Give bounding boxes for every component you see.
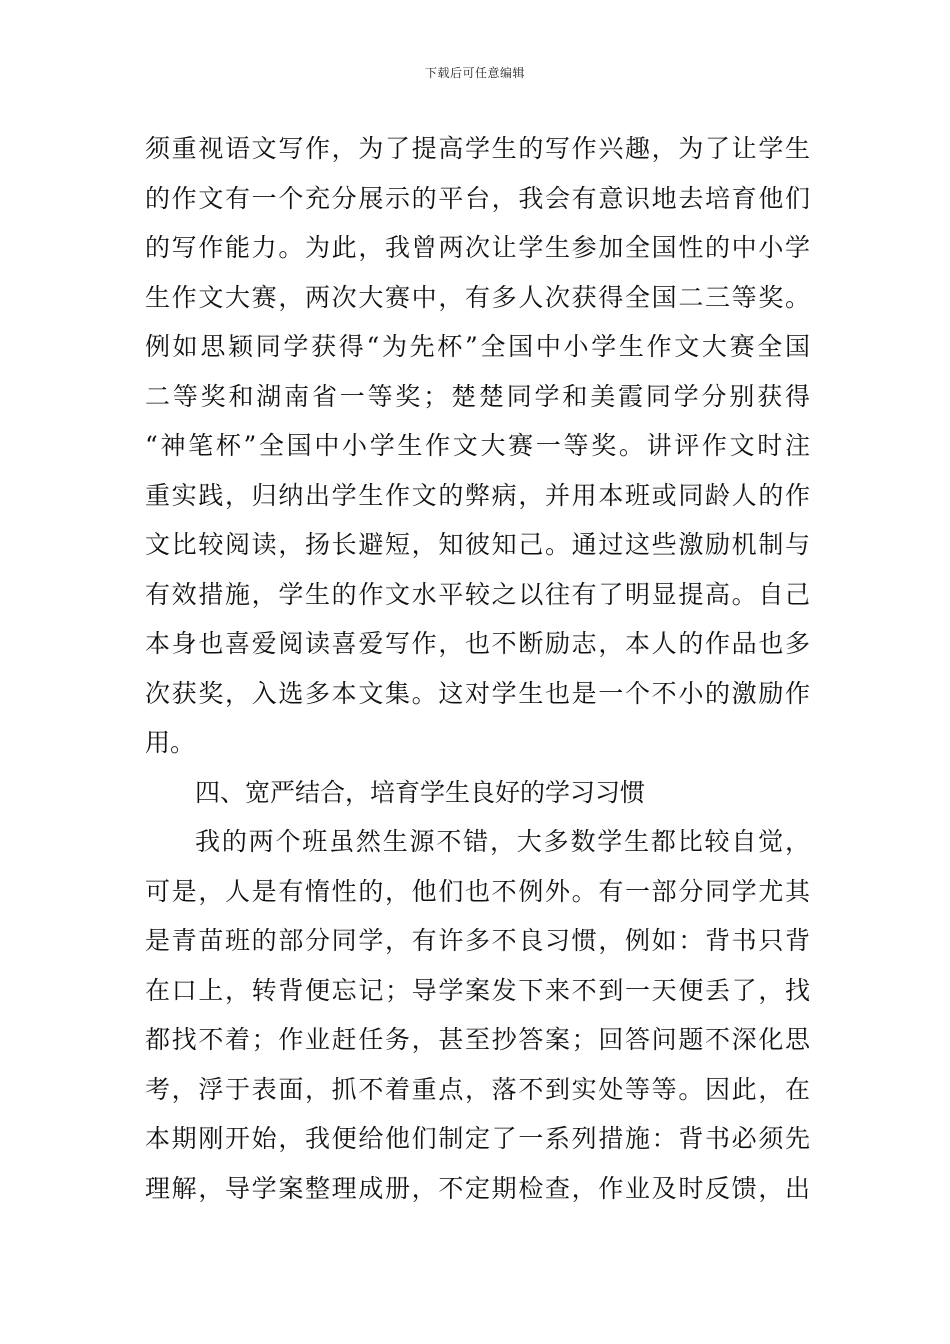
text-line: 重实践，归纳出学生作文的弊病，并用本班或同龄人的作 — [145, 480, 810, 510]
text-line: 都找不着；作业赶任务，甚至抄答案；回答问题不深化思 — [145, 1025, 810, 1054]
text-line: 考，浮于表面，抓不着重点，落不到实处等等。因此，在 — [145, 1074, 810, 1104]
page-header: 下载后可任意编辑 — [424, 66, 525, 80]
text-line: “神笔杯”全国中小学生作文大赛一等奖。讲评作文时注 — [145, 431, 810, 460]
text-line: 用。 — [145, 728, 196, 757]
text-line: 生作文大赛，两次大赛中，有多人次获得全国二三等奖。 — [145, 282, 810, 312]
text-line: 二等奖和湖南省一等奖；楚楚同学和美霞同学分别获得 — [145, 381, 810, 411]
text-line: 在口上，转背便忘记；导学案发下来不到一天便丢了，找 — [145, 975, 810, 1005]
text-line: 文比较阅读，扬长避短，知彼知己。通过这些激励机制与 — [145, 530, 810, 559]
document-body — [145, 124, 810, 1213]
text-line: 次获奖，入选多本文集。这对学生也是一个不小的激励作 — [145, 678, 810, 708]
text-line: 有效措施，学生的作文水平较之以往有了明显提高。自己 — [145, 579, 810, 609]
text-line: 理解，导学案整理成册，不定期检查，作业及时反馈，出 — [145, 1173, 810, 1203]
text-line: 我的两个班虽然生源不错，大多数学生都比较自觉， — [195, 827, 810, 856]
text-line: 的作文有一个充分展示的平台，我会有意识地去培育他们 — [145, 183, 810, 213]
text-line: 的写作能力。为此，我曾两次让学生参加全国性的中小学 — [145, 233, 810, 262]
text-line: 四、宽严结合，培育学生良好的学习习惯 — [195, 777, 646, 807]
text-line: 可是，人是有惰性的，他们也不例外。有一部分同学尤其 — [145, 876, 810, 906]
text-line: 须重视语文写作，为了提高学生的写作兴趣，为了让学生 — [145, 134, 810, 163]
text-line: 是青苗班的部分同学，有许多不良习惯，例如：背书只背 — [145, 926, 810, 955]
text-line: 本期刚开始，我便给他们制定了一系列措施：背书必须先 — [145, 1124, 810, 1153]
text-line: 例如思颖同学获得“为先杯”全国中小学生作文大赛全国 — [145, 332, 810, 361]
text-line: 本身也喜爱阅读喜爱写作，也不断励志，本人的作品也多 — [145, 629, 810, 658]
